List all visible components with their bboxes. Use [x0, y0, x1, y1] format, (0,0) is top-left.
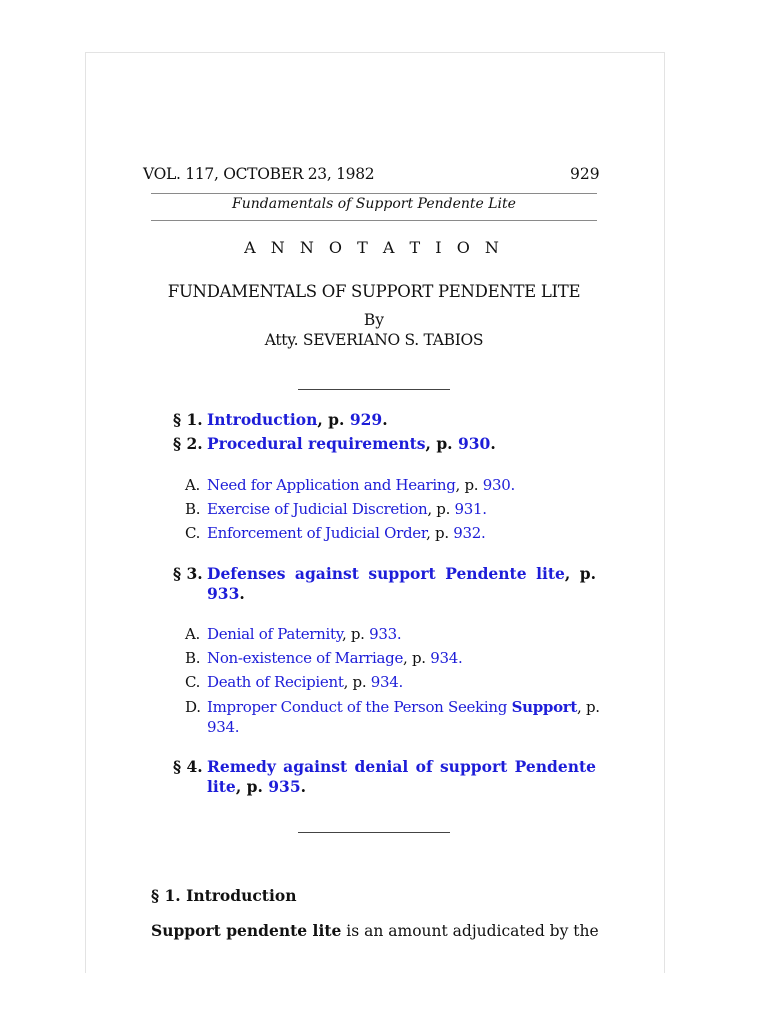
toc-section-number: § 4. [173, 757, 203, 776]
toc-subsection-link[interactable]: Improper Conduct of the Person Seeking Support, p. 934. [207, 698, 600, 736]
toc-section-number: § 1. [173, 410, 203, 429]
toc-section-number: § 3. [173, 564, 203, 583]
byline-by: By [363, 311, 385, 329]
byline-author: Atty. SEVERIANO S. TABIOS [264, 331, 484, 349]
annotation-label: A N N O T A T I O N [244, 238, 504, 257]
toc-subsection-link[interactable]: Enforcement of Judicial Order, p. 932. [207, 524, 486, 542]
header-rule-top [151, 193, 597, 194]
toc-section-number: § 2. [173, 434, 203, 453]
separator-line [298, 389, 450, 390]
toc-subsection-link[interactable]: Denial of Paternity, p. 933. [207, 625, 402, 643]
separator-line [298, 832, 450, 833]
intro-paragraph: Support pendente lite is an amount adjudicated by the [151, 921, 599, 940]
toc-subsection-link[interactable]: Need for Application and Hearing, p. 930. [207, 476, 515, 494]
toc-section-link[interactable]: Remedy against denial of support Pendente lite, p. 935. [207, 757, 596, 796]
running-subtitle: Fundamentals of Support Pendente Lite [232, 196, 516, 212]
running-head: VOL. 117, OCTOBER 23, 1982 [143, 165, 375, 183]
toc-subsection-link[interactable]: Exercise of Judicial Discretion, p. 931. [207, 500, 487, 518]
toc-section-link[interactable]: Procedural requirements, p. 930. [207, 434, 496, 453]
toc-subsection-link[interactable]: Non-existence of Marriage, p. 934. [207, 649, 463, 667]
header-rule-bottom [151, 220, 597, 221]
toc-subsection-link[interactable]: Death of Recipient, p. 934. [207, 673, 403, 691]
section-heading: § 1. Introduction [151, 886, 297, 905]
document-title: FUNDAMENTALS OF SUPPORT PENDENTE LITE [167, 282, 581, 301]
toc-section-link[interactable]: Defenses against support Pendente lite, p. 933. [207, 564, 597, 603]
page-number: 929 [570, 165, 600, 183]
toc-section-link[interactable]: Introduction, p. 929. [207, 410, 388, 429]
